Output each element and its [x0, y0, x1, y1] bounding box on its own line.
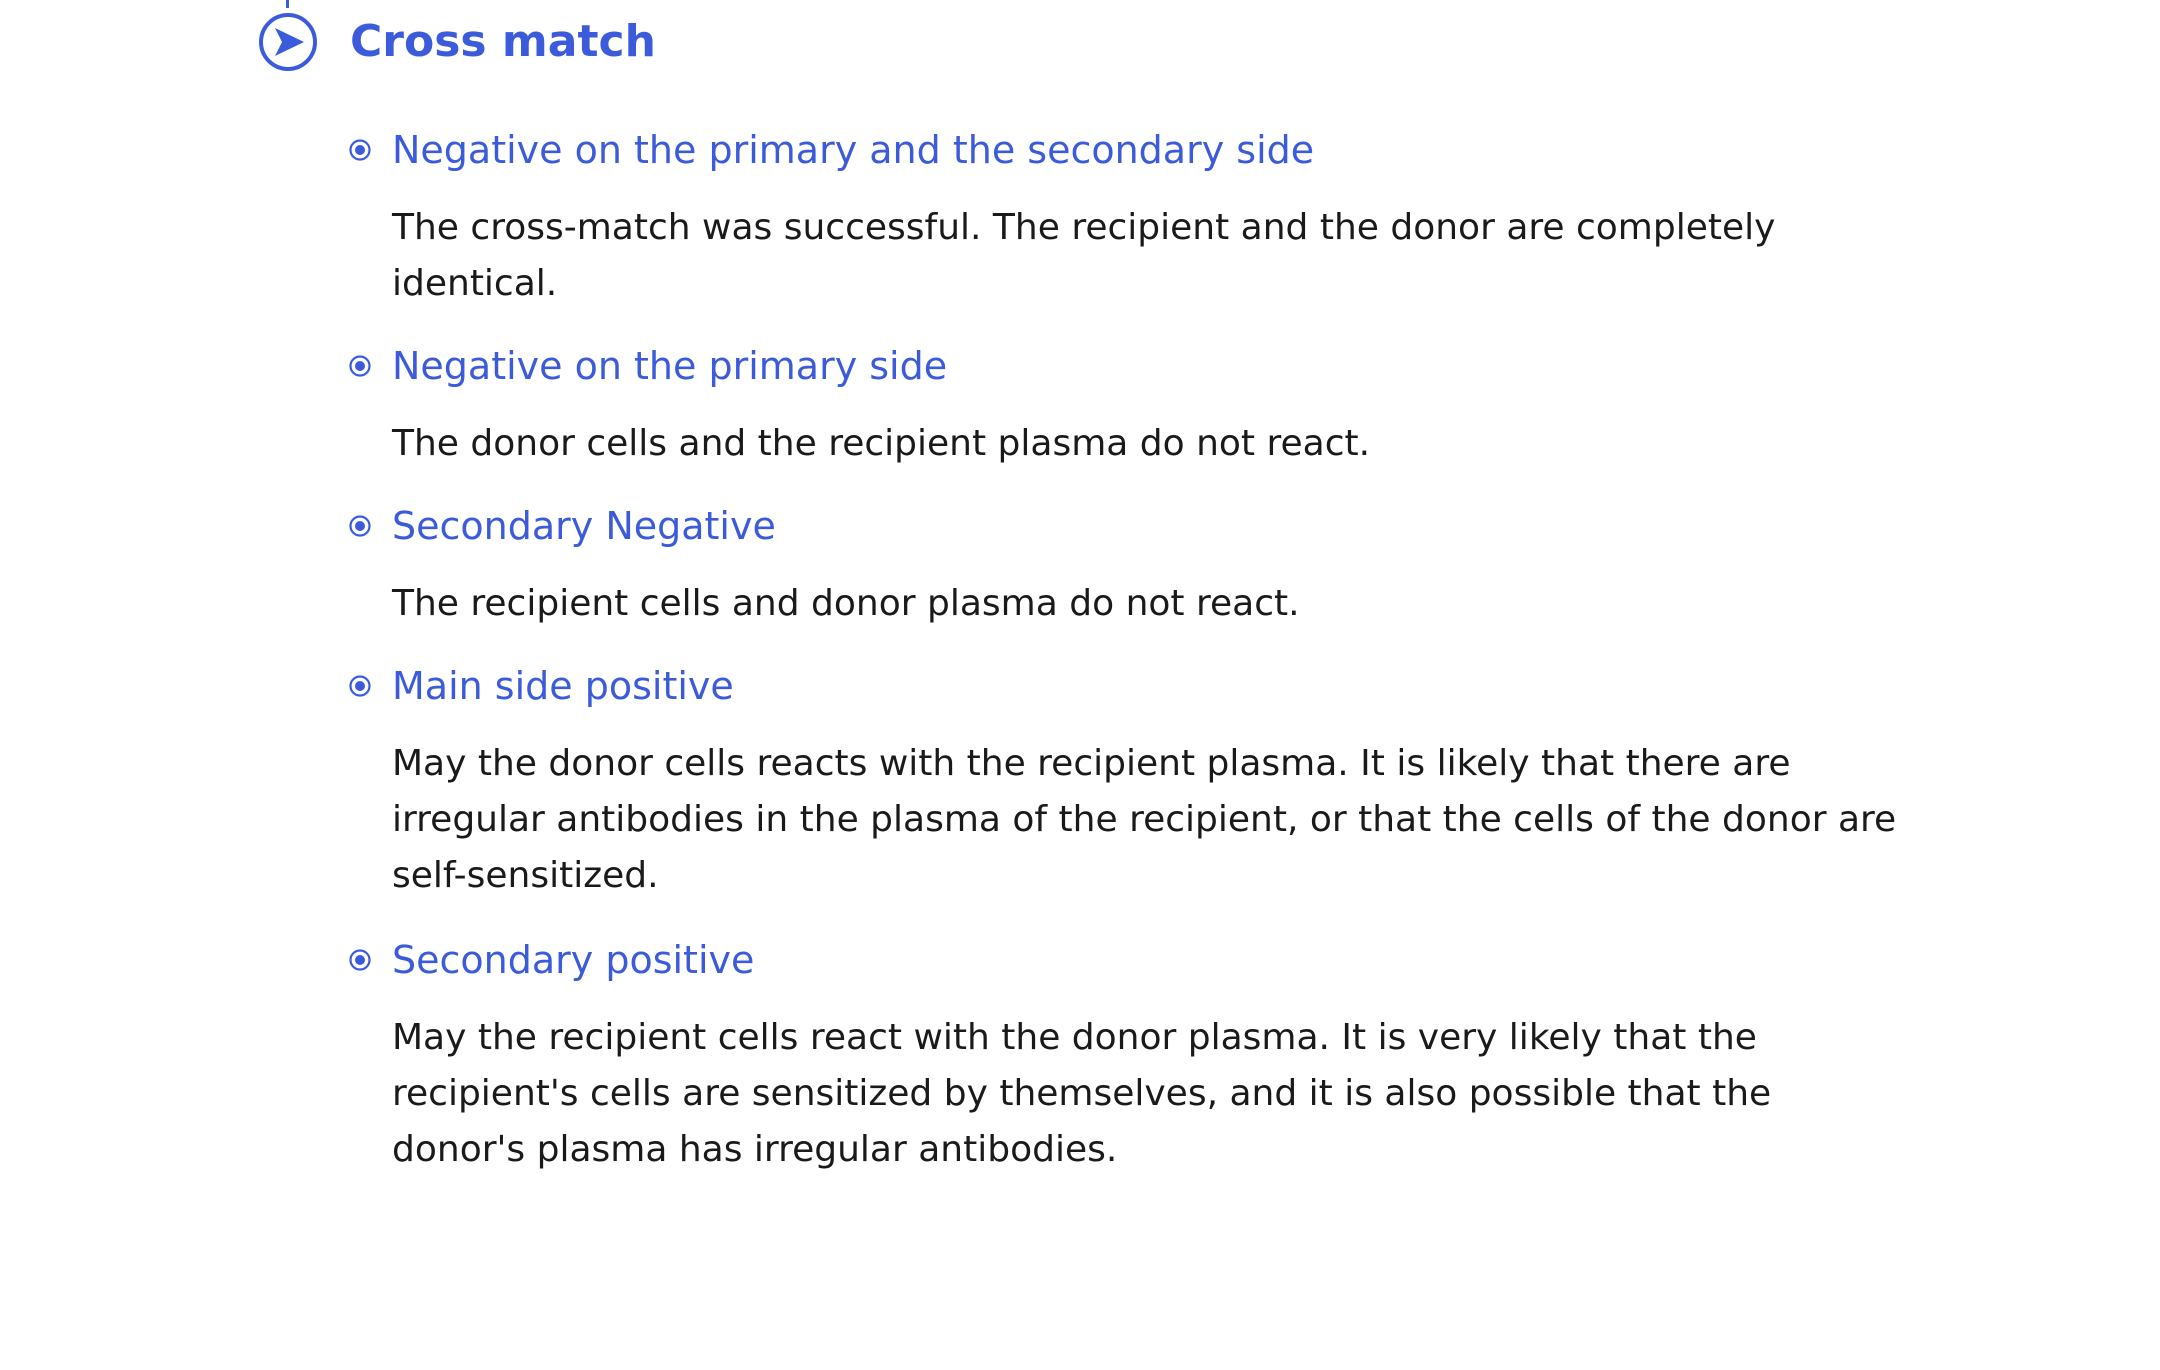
list-item-description: The cross-match was successful. The recipient and the donor are completely identical.	[392, 207, 1776, 304]
list-item	[348, 118, 1908, 312]
radio-bullet-icon	[348, 514, 372, 538]
list-item	[348, 654, 1908, 904]
list-item-description: May the recipient cells react with the donor plasma. It is very likely that the recipient's cells are sensitized by themselves, and it is also possible that the donor's plasma has irregular antibodies.	[392, 1017, 1772, 1170]
list-item	[348, 334, 1908, 472]
list-item-heading	[348, 118, 1908, 182]
list-item-description: The recipient cells and donor plasma do not react.	[392, 583, 1300, 624]
radio-bullet-icon	[348, 138, 372, 162]
list-item-title: Negative on the primary side	[392, 344, 948, 388]
list-item-heading	[348, 654, 1908, 718]
list-item-title: Secondary Negative	[392, 504, 776, 548]
list-item-title: Main side positive	[392, 664, 734, 708]
list-item-description: The donor cells and the recipient plasma do not react.	[392, 423, 1371, 464]
cross-match-results-list	[348, 118, 1908, 1202]
top-connector-line	[286, 0, 289, 8]
arrow-circle-right-icon	[258, 12, 318, 72]
radio-bullet-icon	[348, 354, 372, 378]
radio-bullet-icon	[348, 948, 372, 972]
list-item-title: Negative on the primary and the secondary side	[392, 128, 1315, 172]
list-item-heading	[348, 334, 1908, 398]
list-item	[348, 494, 1908, 632]
list-item-heading	[348, 928, 1908, 992]
list-item-description: May the donor cells reacts with the recipient plasma. It is likely that there are irregular antibodies in the plasma of the recipient, or that the cells of the donor are self-sensitized.	[392, 743, 1897, 896]
list-item-title: Secondary positive	[392, 938, 755, 982]
section-header	[258, 12, 656, 72]
list-item	[348, 928, 1908, 1178]
radio-bullet-icon	[348, 674, 372, 698]
section-title: Cross match	[350, 16, 656, 67]
list-item-heading	[348, 494, 1908, 558]
